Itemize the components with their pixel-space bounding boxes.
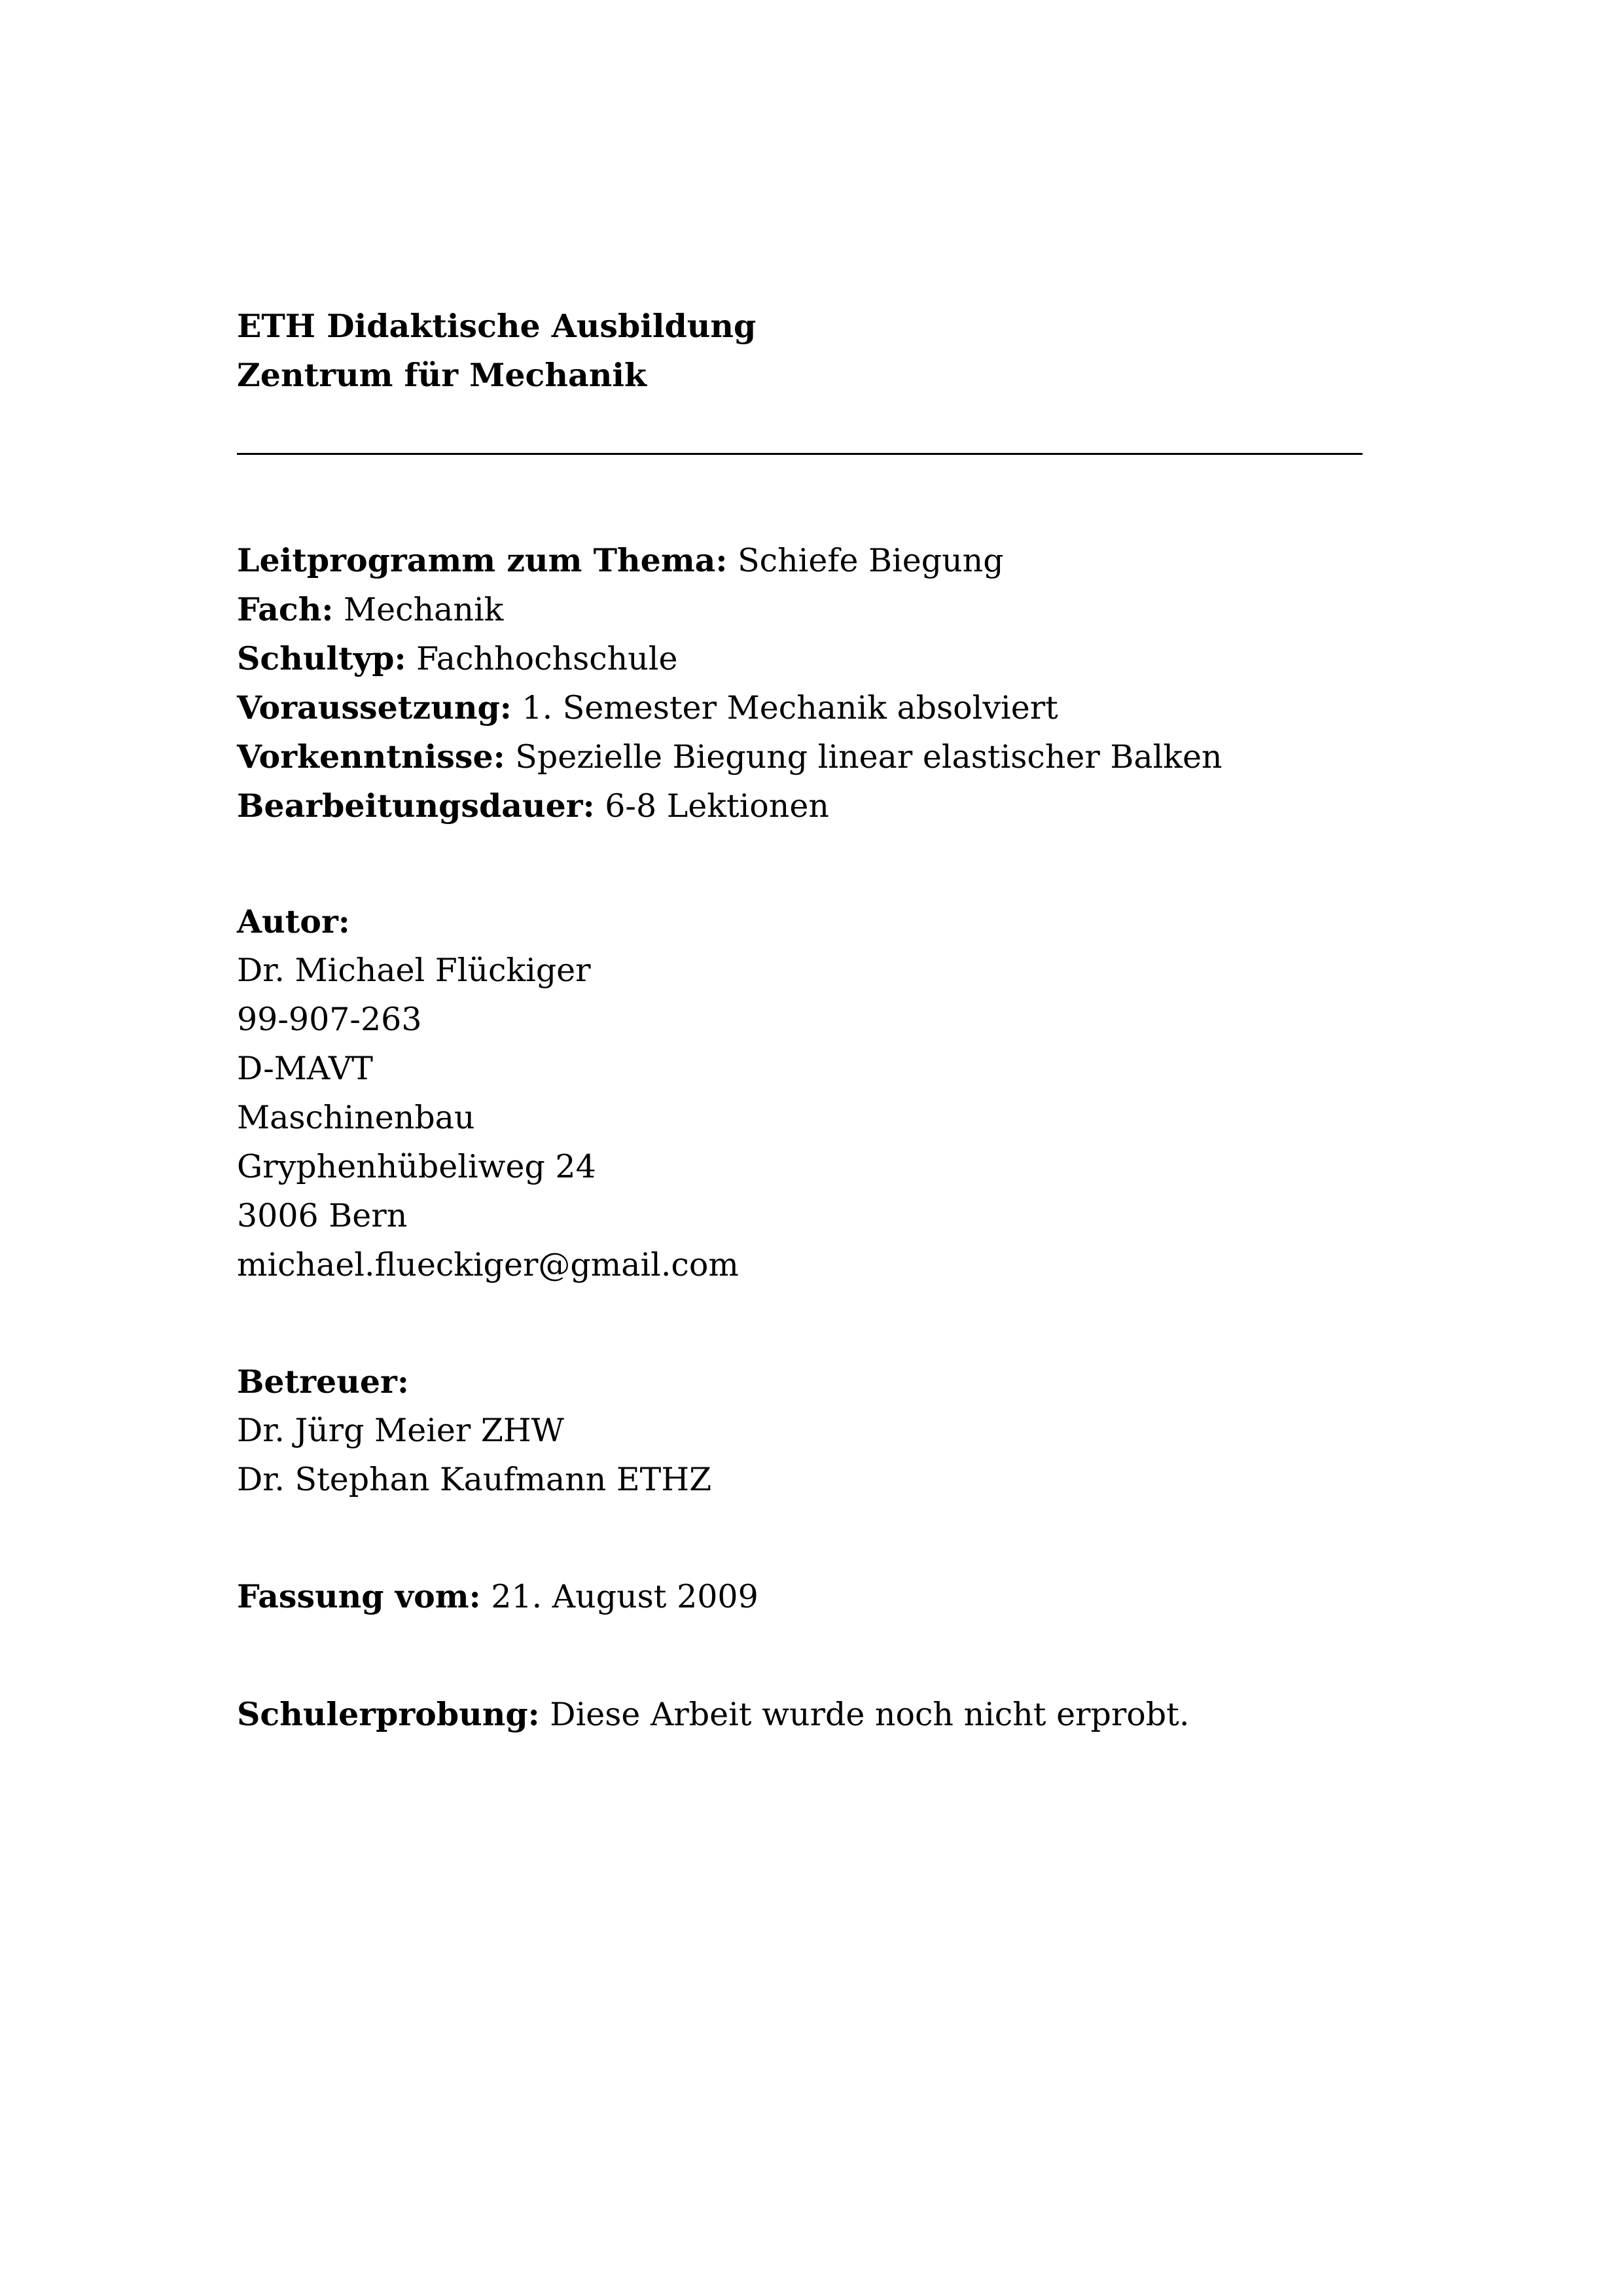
info-thema-label: Leitprogramm zum Thema:	[237, 541, 728, 579]
autor-field: Maschinenbau	[237, 1099, 475, 1136]
info-schultyp	[237, 639, 677, 679]
schulerprobung	[237, 1695, 1189, 1734]
betreuer-heading: Betreuer:	[237, 1363, 409, 1401]
schulerprobung-value: Diese Arbeit wurde noch nicht erprobt.	[539, 1696, 1190, 1733]
header-institution: ETH Didaktische Ausbildung	[237, 307, 757, 345]
info-schultyp-label: Schultyp:	[237, 639, 406, 677]
info-bearbeitungsdauer-value: 6-8 Lektionen	[594, 787, 829, 825]
fassung-value: 21. August 2009	[480, 1578, 758, 1615]
schulerprobung-label: Schulerprobung:	[237, 1695, 540, 1733]
info-vorkenntnisse	[237, 737, 1222, 777]
info-bearbeitungsdauer	[237, 786, 829, 826]
autor-street: Gryphenhübeliweg 24	[237, 1148, 596, 1185]
info-fach-label: Fach:	[237, 590, 334, 628]
autor-name: Dr. Michael Flückiger	[237, 952, 591, 989]
info-vorkenntnisse-value: Spezielle Biegung linear elastischer Balken	[505, 738, 1222, 776]
info-voraussetzung-value: 1. Semester Mechanik absolviert	[511, 689, 1058, 726]
betreuer-2: Dr. Stephan Kaufmann ETHZ	[237, 1461, 712, 1498]
info-thema-value: Schiefe Biegung	[727, 542, 1004, 579]
fassung-label: Fassung vom:	[237, 1577, 481, 1615]
info-thema	[237, 541, 1004, 581]
info-fach-value: Mechanik	[333, 591, 504, 628]
autor-department: D-MAVT	[237, 1050, 373, 1087]
info-schultyp-value: Fachhochschule	[406, 640, 678, 677]
info-vorkenntnisse-label: Vorkenntnisse:	[237, 738, 505, 776]
info-fach	[237, 590, 503, 630]
info-voraussetzung-label: Voraussetzung:	[237, 689, 512, 726]
autor-heading: Autor:	[237, 903, 350, 941]
info-voraussetzung	[237, 688, 1058, 728]
fassung	[237, 1577, 758, 1617]
betreuer-1: Dr. Jürg Meier ZHW	[237, 1412, 565, 1449]
autor-email: michael.flueckiger@gmail.com	[237, 1246, 739, 1283]
autor-id: 99-907-263	[237, 1001, 422, 1038]
header-center: Zentrum für Mechanik	[237, 356, 647, 394]
info-bearbeitungsdauer-label: Bearbeitungsdauer:	[237, 787, 595, 825]
horizontal-rule	[237, 453, 1363, 455]
autor-city: 3006 Bern	[237, 1197, 408, 1234]
